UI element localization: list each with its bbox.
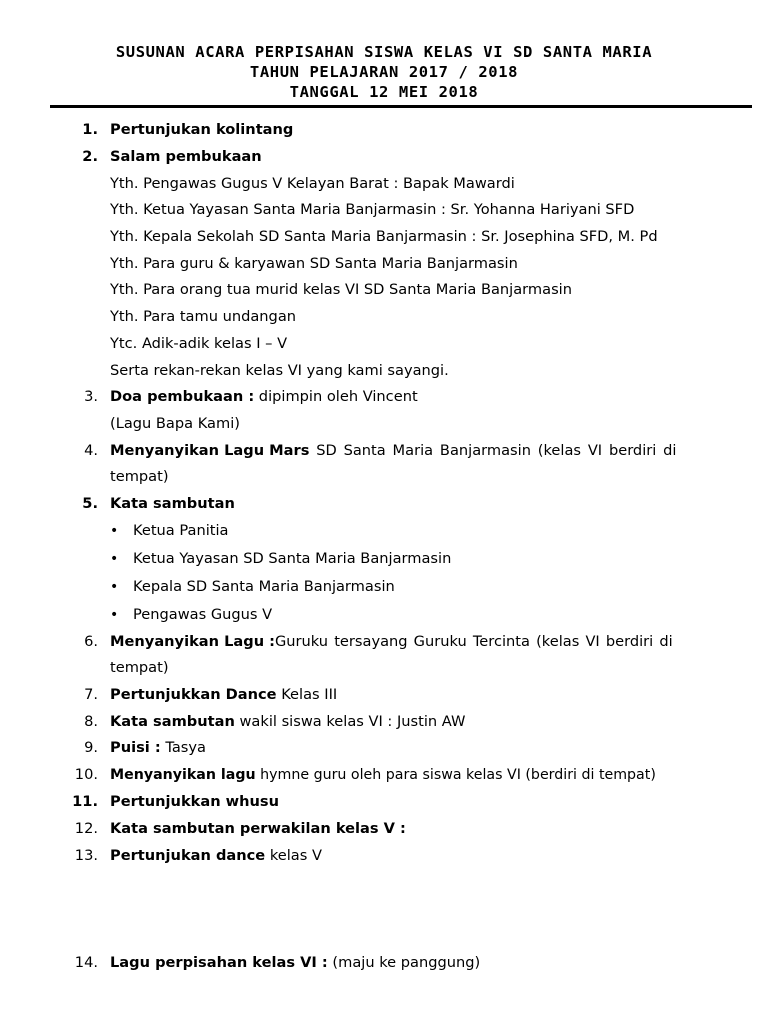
item-subtext: tempat) xyxy=(110,468,169,485)
greeting-line: Yth. Para tamu undangan xyxy=(110,308,297,325)
item-text: Menyanyikan Lagu :Guruku tersayang Guruku Tercinta (kelas VI berdiri di xyxy=(110,633,673,650)
item-number: 12. xyxy=(74,820,98,837)
bullet-text: Ketua Panitia xyxy=(133,522,229,539)
bullet-icon: • xyxy=(110,551,119,567)
greeting-line: Yth. Kepala Sekolah SD Santa Maria Banjarmasin : Sr. Josephina SFD, M. Pd xyxy=(110,228,658,245)
item-text: Puisi : Tasya xyxy=(110,739,206,756)
item-number: 3. xyxy=(84,388,98,405)
bullet-icon: • xyxy=(110,579,119,595)
greeting-line: Ytc. Adik-adik kelas I – V xyxy=(110,335,288,352)
bullet-text: Kepala SD Santa Maria Banjarmasin xyxy=(133,578,395,595)
item-subtext: (Lagu Bapa Kami) xyxy=(110,415,240,432)
item-text: Menyanyikan lagu hymne guru oleh para siswa kelas VI (berdiri di tempat) xyxy=(110,767,656,783)
item-text: Doa pembukaan : dipimpin oleh Vincent xyxy=(110,388,418,405)
bullet-text: Ketua Yayasan SD Santa Maria Banjarmasin xyxy=(133,550,452,567)
bullet-icon: • xyxy=(110,607,119,623)
item-text: Kata sambutan perwakilan kelas V : xyxy=(110,820,406,837)
item-subtext: tempat) xyxy=(110,659,169,676)
greeting-line: Yth. Ketua Yayasan Santa Maria Banjarmasin : Sr. Yohanna Hariyani SFD xyxy=(110,201,635,218)
item-number: 5. xyxy=(82,495,98,512)
item-text: Pertunjukkan Dance Kelas III xyxy=(110,686,338,703)
item-number: 2. xyxy=(82,148,98,165)
greeting-line: Yth. Para orang tua murid kelas VI SD Santa Maria Banjarmasin xyxy=(110,281,572,298)
greeting-line: Yth. Para guru & karyawan SD Santa Maria Banjarmasin xyxy=(110,255,518,272)
header-date: TANGGAL 12 MEI 2018 xyxy=(289,83,479,101)
item-text: Lagu perpisahan kelas VI : (maju ke panggung) xyxy=(110,954,481,971)
item-text: Pertunjukan kolintang xyxy=(110,121,294,138)
bullet-icon: • xyxy=(110,523,119,539)
item-text: Salam pembukaan xyxy=(110,148,262,165)
item-number: 8. xyxy=(84,713,98,730)
item-text: Kata sambutan xyxy=(110,495,235,512)
item-number: 14. xyxy=(74,954,98,971)
item-number: 6. xyxy=(84,633,98,650)
item-text: Pertunjukan dance kelas V xyxy=(110,847,322,864)
item-number: 4. xyxy=(84,442,98,459)
item-number: 1. xyxy=(82,121,98,138)
greeting-line: Yth. Pengawas Gugus V Kelayan Barat : Bapak Mawardi xyxy=(110,175,515,192)
document-header xyxy=(0,42,768,102)
header-year: TAHUN PELAJARAN 2017 / 2018 xyxy=(249,63,519,81)
item-text: Kata sambutan wakil siswa kelas VI : Justin AW xyxy=(110,713,466,730)
bullet-text: Pengawas Gugus V xyxy=(133,606,273,623)
item-text: Pertunjukkan whusu xyxy=(110,793,280,810)
item-text: Menyanyikan Lagu Mars SD Santa Maria Banjarmasin (kelas VI berdiri di xyxy=(110,442,677,459)
header-divider xyxy=(50,105,752,108)
item-number: 11. xyxy=(72,793,98,810)
item-number: 7. xyxy=(84,686,98,703)
item-number: 13. xyxy=(74,847,98,864)
greeting-line: Serta rekan-rekan kelas VI yang kami sayangi. xyxy=(110,362,449,379)
item-number: 9. xyxy=(84,739,98,756)
header-title: SUSUNAN ACARA PERPISAHAN SISWA KELAS VI SD SANTA MARIA xyxy=(115,43,653,61)
item-number: 10. xyxy=(74,766,98,783)
